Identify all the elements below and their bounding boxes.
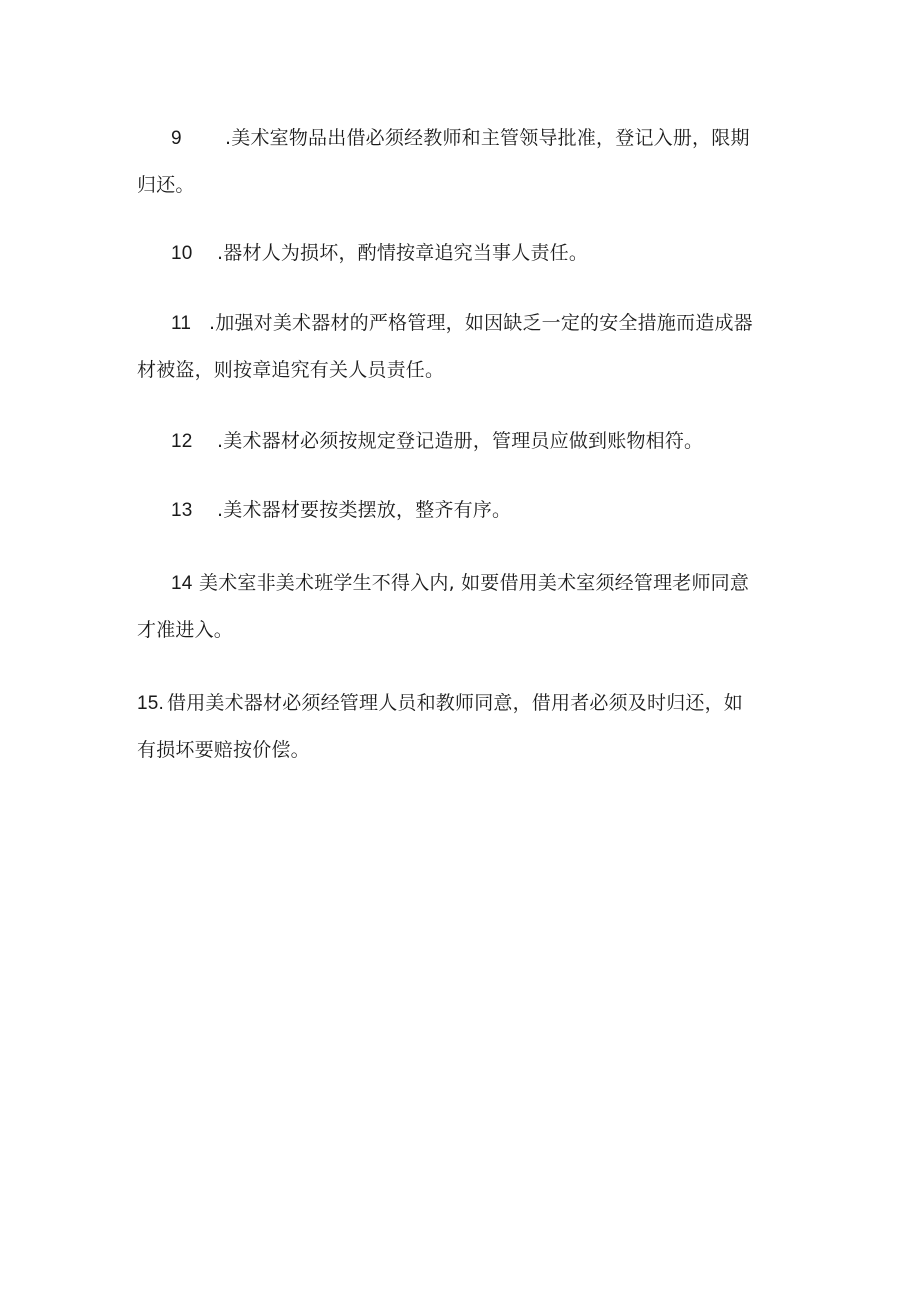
item-number: 11 bbox=[171, 313, 192, 334]
item-text-line: 归还。 bbox=[137, 174, 195, 196]
item-number: 12 bbox=[171, 431, 193, 452]
item-text-line: .美术器材要按类摆放，整齐有序。 bbox=[217, 499, 512, 521]
rule-item-11 bbox=[137, 300, 787, 393]
item-text-line: .器材人为损坏，酌情按章追究当事人责任。 bbox=[217, 242, 589, 264]
rule-item-13 bbox=[137, 487, 787, 534]
item-number: 15. bbox=[137, 693, 165, 714]
rule-item-9 bbox=[137, 115, 787, 208]
item-text-line: .加强对美术器材的严格管理，如因缺乏一定的安全措施而造成器 bbox=[209, 312, 753, 334]
item-text-line: .美术器材必须按规定登记造册，管理员应做到账物相符。 bbox=[217, 430, 704, 452]
rule-item-12 bbox=[137, 418, 787, 465]
item-text-line: .美术室物品出借必须经教师和主管领导批准，登记入册，限期 bbox=[225, 127, 750, 149]
item-text-line: 借用美术器材必须经管理人员和教师同意，借用者必须及时归还，如 bbox=[167, 692, 744, 714]
rule-item-10 bbox=[137, 230, 787, 277]
rule-item-15 bbox=[137, 680, 787, 773]
item-number: 13 bbox=[171, 500, 193, 521]
item-number: 10 bbox=[171, 243, 193, 264]
item-number: 14 bbox=[171, 573, 193, 594]
item-text-line: 才准进入。 bbox=[137, 619, 234, 641]
item-text-line: 材被盗，则按章追究有关人员责任。 bbox=[137, 359, 445, 381]
item-number: 9 bbox=[171, 128, 182, 149]
item-text-line: 有损坏要赔按价偿。 bbox=[137, 739, 310, 761]
rule-item-14 bbox=[137, 560, 787, 653]
item-text-line: 美术室非美术班学生不得入内, 如要借用美术室须经管理老师同意 bbox=[199, 572, 750, 594]
